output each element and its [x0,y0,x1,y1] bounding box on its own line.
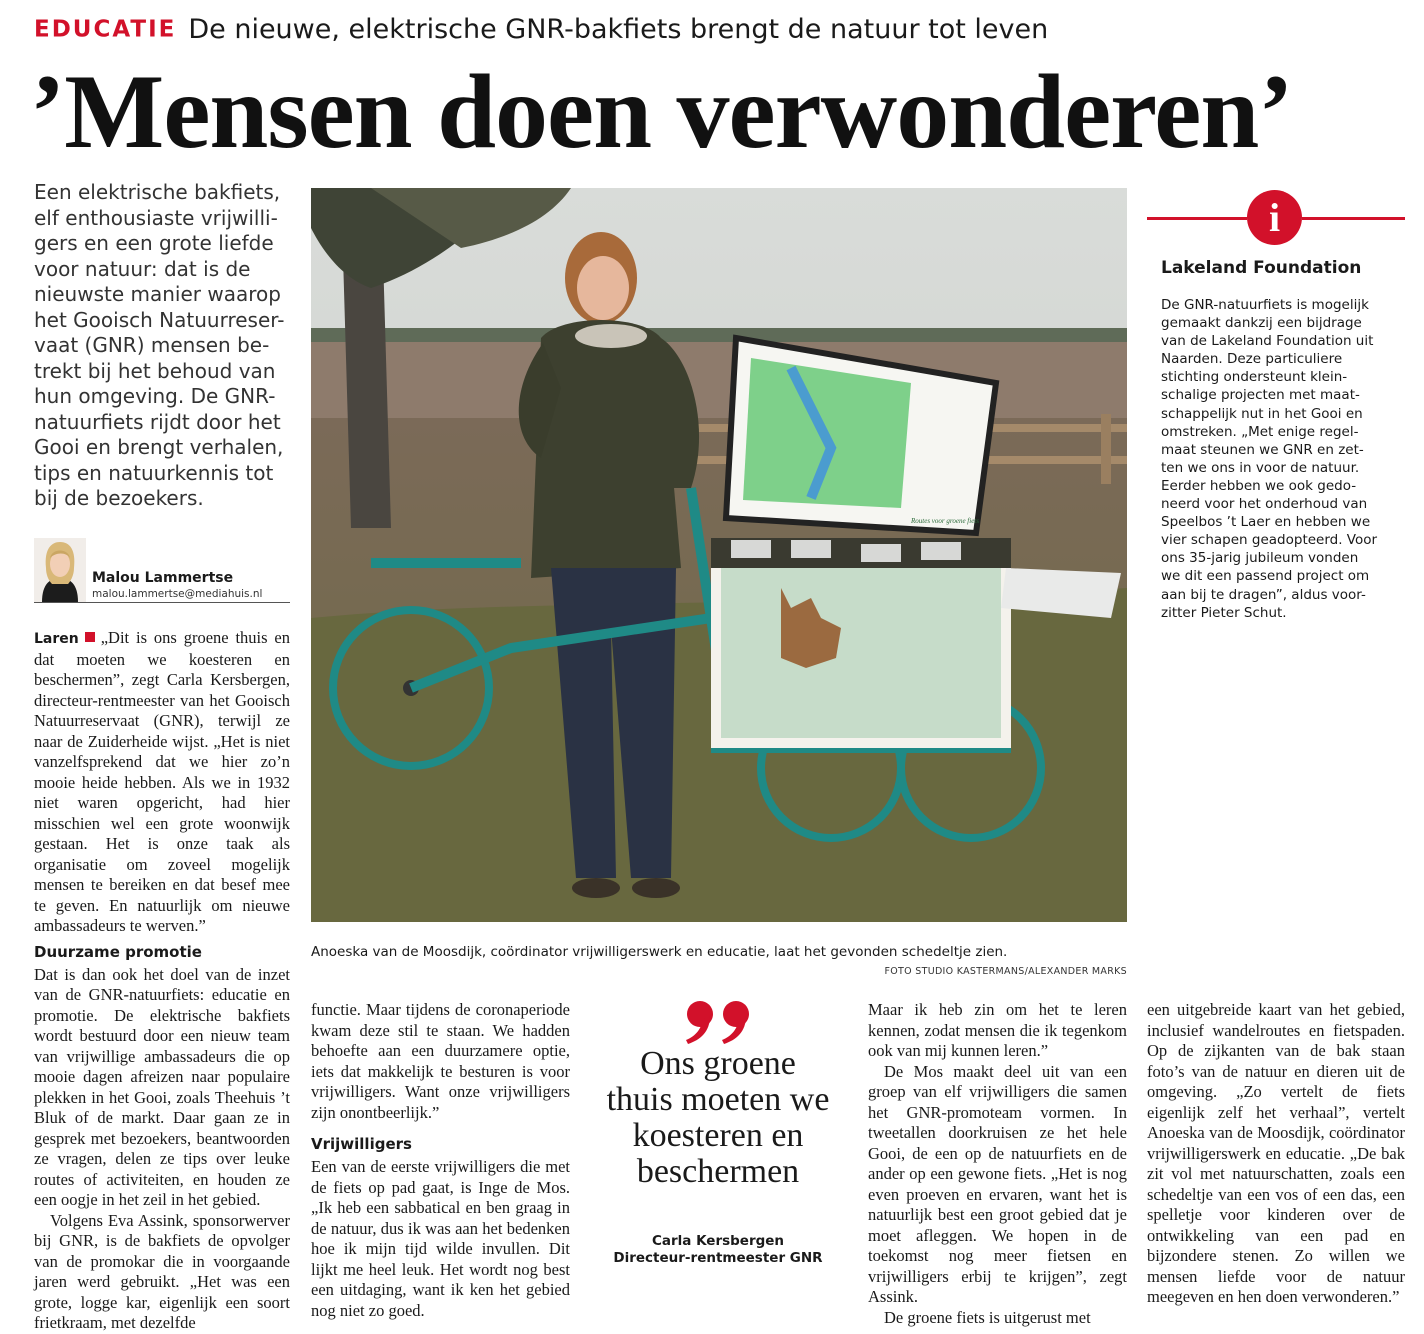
paragraph-7: De Mos maakt deel uit van een groep van elf vrijwilligers die samen het GNR-promoteam vormen. In tweetallen doorkruisen ze het hele Gooi, de een op de natuurfiets en de ander op een gewone fiets. „Het is nog even proeven en ervaren, want het is natuurlijk best een groot gebied dat je moet afleggen. We hopen in de toekomst nog meer fietsen en vrijwilligers erbij te krijgen”, zegt Assink. [868,1061,1127,1306]
dateline-square-icon [85,632,95,642]
author-photo [34,538,86,602]
column-1 [34,628,290,1334]
photo-credit: FOTO STUDIO KASTERMANS/ALEXANDER MARKS [884,966,1127,977]
info-icon: i [1247,190,1302,245]
cargo-bike-photo-icon [311,188,1127,922]
paragraph-6: Maar ik heb zin om het te leren kennen, zodat mensen die ik tegenkom ook van mij kunnen leren.” [868,1000,1127,1060]
paragraph-9: een uitgebreide kaart van het gebied, inclusief wandelroutes en fietspaden. Op de zijkanten van de bak staan foto’s van de natuur en dieren uit de omgeving. „Zo vertelt de fiets eigenlijk zelf het verhaal”, vertelt Anoeska van de Moosdijk, coördinator vrijwilligerswerk en educatie. „De bak zit vol met natuurschatten, zoals een schedeltje van een vos of een das, een spelletje voor kinderen over de ontwikkeling van een pad en bijzondere stenen. Zo willen we mensen liefde voor de natuur meegeven en hen doen verwonderen.” [1147,1000,1405,1306]
photo-caption: Anoeska van de Moosdijk, coördinator vrijwilligerswerk en educatie, laat het gevonden schedeltje zien. [311,944,1008,960]
info-body: De GNR-natuurfiets is mogelijk gemaakt dankzij een bijdrage van de Lakeland Foundation uit Naarden. Deze particuliere stichting ondersteunt klein- schalige projecten met maat- schappelijk nut in het Gooi en omstreken. „Met enige regel- maat steunen we GNR en zet- ten we ons in voor de natuur. Eerder hebben we ook gedo- neerd voor het onderhoud van Speelbos ’t Laer en hebben we vier schapen geadopteerd. Voor ons 35-jarig jubileum vonden we dit een passend project om aan bij te dragen”, aldus voor- zitter Pieter Schut. [1161,297,1378,621]
column-4 [1147,1000,1405,1308]
quote-name: Carla Kersbergen [651,1233,785,1249]
author-portrait-icon [34,538,86,602]
paragraph-8: De groene fiets is uitgerust met [884,1307,1091,1327]
author-divider [34,602,290,603]
paragraph-3: Volgens Eva Assink, sponsorwerver bij GNR, is de bakfiets de opvolger van de promokar die in voorgaande jaren werd gebruikt. „Het was een grote, logge kar, eigenlijk een soort frietkraam, met dezelfde [34,1210,290,1332]
kicker-subtitle: De nieuwe, elektrische GNR-bakfiets brengt de natuur tot leven [188,14,1049,45]
paragraph-4: functie. Maar tijdens de coronaperiode kwam deze stil te staan. We hadden behoefte aan een duurzamere optie, iets dat makkelijk te besturen is voor vrijwilligers. Want onze vrijwilligers zijn onontbeerlijk.” [311,1000,570,1122]
section-label: EDUCATIE [34,16,177,43]
column-2 [311,1000,570,1321]
kicker [34,14,1048,54]
quote-mark-icon [680,998,760,1046]
author-name: Malou Lammertse [92,570,234,586]
pull-quote: Ons groene thuis moeten we koesteren en beschermen [606,1045,830,1190]
column-3 [868,1000,1127,1328]
paragraph-2: Dat is dan ook het doel van de inzet van de GNR-natuurfiets: educatie en promotie. De elektrische bakfiets wordt bestuurd door een nieuw team van vrijwillige ambassadeurs die op mooie dagen afreizen naar populaire plekken in het Gooi, zoals Theehuis ’t Bluk of de markt. Daar gaan ze in gesprek met bezoekers, beantwoorden ze vragen, delen ze tips over leuke routes of activiteiten, en houden ze een oogje in het zeil in het gebied. [34,964,290,1209]
quote-attribution [582,1233,854,1267]
headline: ’Mensen doen verwonderen’ [30,53,1293,170]
info-rule-left [1147,217,1247,220]
intro-text: Een elektrische bakfiets, elf enthousiaste vrijwilli- gers en een grote liefde voor natuur: dat is de nieuwste manier waarop het Gooisch Natuurreser- vaat (GNR) mensen be- trekt bij het behoud van hun omgeving. De GNR- natuurfiets rijdt door het Gooi en brengt verhalen, tips en natuurkennis tot bij de bezoekers. [34,180,285,510]
dateline: Laren [34,631,79,647]
author-email[interactable]: malou.lammertse@mediahuis.nl [92,588,263,600]
paragraph-1: „Dit is ons groene thuis en dat moeten we koesteren en beschermen”, zegt Carla Kersbergen, directeur-rentmeester van het Gooisch Natuurreservaat (GNR), terwijl ze naar de Zuiderheide wijst. „Het is niet vanzelfsprekend dat we hier zo’n mooie heide hebben. Als we in 1932 niet waren opgericht, had hier misschien wel een grote woonwijk gestaan. Het is onze taak als organisatie om zoveel mogelijk mensen te bereiken en dat besef mee te geven. En natuurlijk om nieuwe ambassadeurs te werven.” [34,628,290,935]
quote-role: Directeur-rentmeester GNR [613,1250,823,1266]
article-photo [311,188,1127,922]
paragraph-5: Een van de eerste vrijwilligers die met de fiets op pad gaat, is Inge de Mos. „Ik heb een sabbatical en ben graag in de natuur, dus ik was aan het bedenken hoe ik mijn tijd wilde invullen. Dit lijkt me heel leuk. Het wordt nog best een uitdaging, want ik ken het gebied nog niet zo goed. [311,1157,570,1320]
subhead-vrijwilligers: Vrijwilligers [311,1135,412,1153]
board-text: Routes voor groene fiets [911,517,979,525]
info-rule-right [1302,217,1405,220]
info-title: Lakeland Foundation [1161,258,1362,278]
subhead-duurzame-promotie: Duurzame promotie [34,942,202,961]
